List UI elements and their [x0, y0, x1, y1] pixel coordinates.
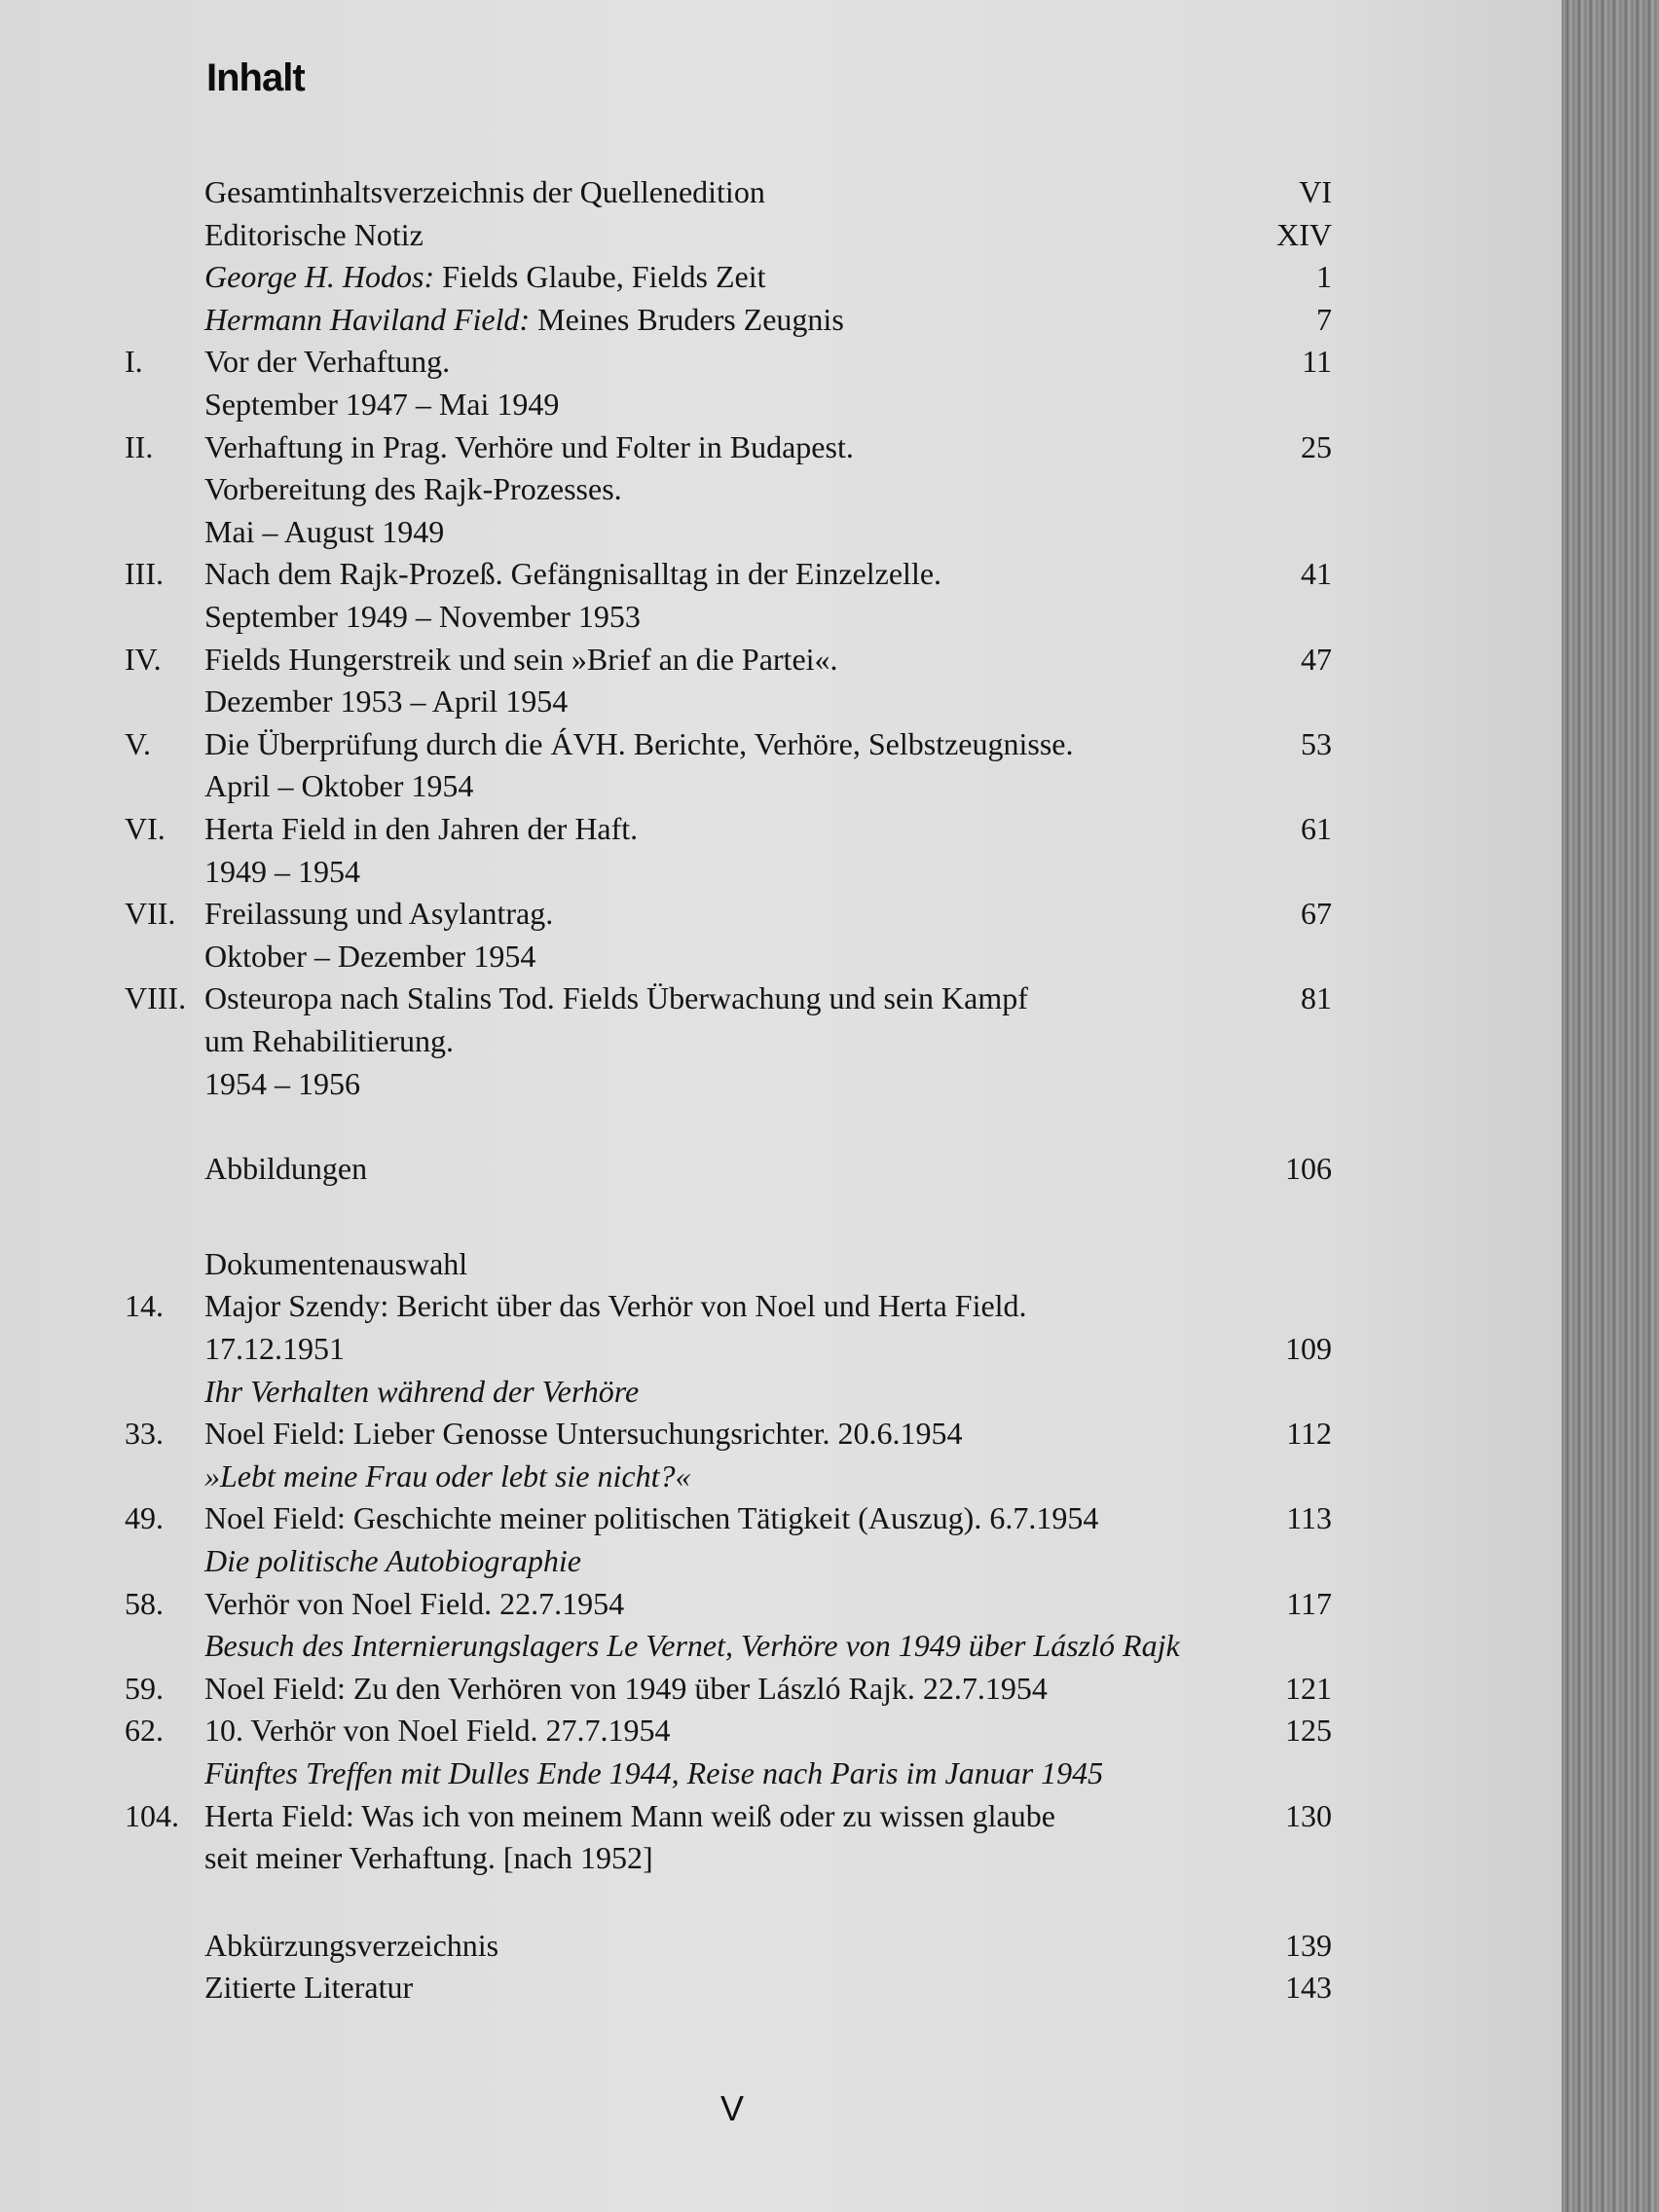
section-heading [0, 1242, 1562, 1285]
chapter-page: 61 [1301, 811, 1332, 846]
chapter-number: VII. [125, 896, 176, 931]
entry-title-text: Fields Glaube, Fields Zeit [434, 259, 766, 294]
entry-title [204, 255, 766, 298]
chapter-line [0, 425, 1562, 468]
document-line [0, 1284, 1562, 1327]
entry-title: Abbildungen [204, 1151, 368, 1186]
chapter-line [0, 510, 1562, 553]
entry-title: Zitierte Literatur [204, 1970, 414, 2005]
document-line [0, 1709, 1562, 1751]
chapter-line [0, 935, 1562, 977]
document-subtitle: Die politische Autobiographie [204, 1543, 581, 1578]
toc-entry [0, 213, 1562, 256]
entry-title: Abkürzungsverzeichnis [204, 1928, 499, 1963]
document-line [0, 1496, 1562, 1539]
document-page: 113 [1286, 1500, 1332, 1535]
document-subtitle: Ihr Verhalten während der Verhöre [204, 1374, 640, 1409]
chapter-line [0, 1062, 1562, 1105]
chapter-page: 47 [1301, 642, 1332, 677]
document-line [0, 1836, 1562, 1879]
chapter-page: 81 [1301, 980, 1332, 1015]
document-line [0, 1412, 1562, 1455]
chapter-title: Dezember 1953 – April 1954 [204, 683, 569, 719]
document-page: 130 [1285, 1798, 1332, 1833]
document-number: 104. [125, 1798, 179, 1833]
document-number: 58. [125, 1586, 164, 1621]
chapter-page: 67 [1301, 896, 1332, 931]
toc-entry [0, 170, 1562, 213]
chapter-title: Vor der Verhaftung. [204, 344, 451, 379]
document-number: 33. [125, 1416, 164, 1451]
chapter-title: Verhaftung in Prag. Verhöre und Folter in Budapest. [204, 429, 854, 464]
document-line [0, 1667, 1562, 1710]
entry-page: XIV [1276, 217, 1332, 252]
chapter-line [0, 764, 1562, 807]
document-line [0, 1582, 1562, 1625]
chapter-title: 1954 – 1956 [204, 1066, 360, 1101]
document-line [0, 1794, 1562, 1837]
entry-page: 7 [1316, 302, 1332, 337]
chapter-title: Oktober – Dezember 1954 [204, 939, 536, 974]
chapter-title: September 1947 – Mai 1949 [204, 387, 560, 422]
toc-entry [0, 255, 1562, 298]
entry-title: Gesamtinhaltsverzeichnis der Quellenedition [204, 174, 765, 209]
chapter-title: Vorbereitung des Rajk-Prozesses. [204, 471, 622, 506]
chapter-title: Herta Field in den Jahren der Haft. [204, 811, 639, 846]
document-title: 17.12.1951 [204, 1331, 345, 1366]
document-subtitle: Besuch des Internierungslagers Le Vernet, Verhöre von 1949 über László Rajk [204, 1628, 1180, 1663]
document-line [0, 1327, 1562, 1370]
chapter-line [0, 340, 1562, 383]
document-subtitle-line [0, 1539, 1562, 1582]
document-title: Herta Field: Was ich von meinem Mann weiß oder zu wissen glaube [204, 1798, 1055, 1833]
document-page: 121 [1285, 1671, 1332, 1706]
chapter-number: VI. [125, 811, 166, 846]
page-edge-stack [1562, 0, 1659, 2212]
chapter-title: Freilassung und Asylantrag. [204, 896, 554, 931]
chapter-line [0, 892, 1562, 935]
entry-title-text: Meines Bruders Zeugnis [530, 302, 844, 337]
chapter-number: IV. [125, 642, 162, 677]
entry-page: 139 [1285, 1928, 1332, 1963]
document-subtitle: Fünftes Treffen mit Dulles Ende 1944, Reise nach Paris im Januar 1945 [204, 1755, 1104, 1790]
chapter-title: um Rehabilitierung. [204, 1023, 454, 1058]
entry-author: George H. Hodos: [204, 259, 435, 294]
chapter-title: Nach dem Rajk-Prozeß. Gefängnisalltag in der Einzelzelle. [204, 556, 942, 591]
document-title: 10. Verhör von Noel Field. 27.7.1954 [204, 1713, 671, 1748]
document-title: Noel Field: Zu den Verhören von 1949 über László Rajk. 22.7.1954 [204, 1671, 1048, 1706]
entry-page: VI [1299, 174, 1332, 209]
chapter-title: 1949 – 1954 [204, 854, 360, 889]
document-page: 125 [1285, 1713, 1332, 1748]
chapter-line [0, 680, 1562, 722]
chapter-number: II. [125, 429, 154, 464]
entry-title: Editorische Notiz [204, 217, 424, 252]
document-page: 109 [1285, 1331, 1332, 1366]
chapter-line [0, 977, 1562, 1019]
document-title: Noel Field: Geschichte meiner politischen Tätigkeit (Auszug). 6.7.1954 [204, 1500, 1099, 1535]
page-title: Inhalt [206, 56, 305, 99]
document-subtitle-line [0, 1370, 1562, 1413]
document-number: 49. [125, 1500, 164, 1535]
chapter-page: 53 [1301, 726, 1332, 761]
document-number: 59. [125, 1671, 164, 1706]
chapter-line [0, 467, 1562, 510]
entry-page: 1 [1316, 259, 1332, 294]
entry-page: 143 [1285, 1970, 1332, 2005]
document-subtitle-line [0, 1455, 1562, 1497]
document-page: 117 [1286, 1586, 1332, 1621]
chapter-number: III. [125, 556, 164, 591]
document-number: 62. [125, 1713, 164, 1748]
chapter-line [0, 722, 1562, 765]
chapter-line [0, 595, 1562, 638]
chapter-title: April – Oktober 1954 [204, 768, 474, 803]
entry-title [204, 298, 844, 341]
chapter-line [0, 638, 1562, 681]
chapter-line [0, 383, 1562, 425]
chapter-line [0, 850, 1562, 893]
toc-entry [0, 298, 1562, 341]
toc-entry [0, 1924, 1562, 1967]
chapter-line [0, 1019, 1562, 1062]
document-subtitle: »Lebt meine Frau oder lebt sie nicht?« [204, 1458, 691, 1493]
section-title: Dokumentenauswahl [204, 1246, 468, 1281]
chapter-page: 11 [1302, 344, 1332, 379]
toc-entry-abbildungen [0, 1147, 1562, 1190]
chapter-title: September 1949 – November 1953 [204, 599, 641, 634]
chapter-title: Die Überprüfung durch die ÁVH. Berichte, Verhöre, Selbstzeugnisse. [204, 726, 1074, 761]
entry-author: Hermann Haviland Field: [204, 302, 531, 337]
chapter-number: VIII. [125, 980, 187, 1015]
entry-page: 106 [1285, 1151, 1332, 1186]
page-number: V [720, 2088, 745, 2128]
chapter-line [0, 552, 1562, 595]
chapter-title: Fields Hungerstreik und sein »Brief an die Partei«. [204, 642, 838, 677]
document-title: Noel Field: Lieber Genosse Untersuchungsrichter. 20.6.1954 [204, 1416, 963, 1451]
document-title: seit meiner Verhaftung. [nach 1952] [204, 1840, 653, 1875]
document-title: Verhör von Noel Field. 22.7.1954 [204, 1586, 625, 1621]
document-number: 14. [125, 1288, 164, 1323]
document-title: Major Szendy: Bericht über das Verhör von Noel und Herta Field. [204, 1288, 1027, 1323]
chapter-title: Osteuropa nach Stalins Tod. Fields Überwachung und sein Kampf [204, 980, 1028, 1015]
chapter-page: 25 [1301, 429, 1332, 464]
document-subtitle-line [0, 1751, 1562, 1794]
chapter-title: Mai – August 1949 [204, 514, 445, 549]
chapter-number: V. [125, 726, 151, 761]
document-page: 112 [1286, 1416, 1332, 1451]
toc-entry [0, 1966, 1562, 2009]
document-subtitle-line [0, 1624, 1562, 1667]
chapter-page: 41 [1301, 556, 1332, 591]
chapter-line [0, 807, 1562, 850]
chapter-number: I. [125, 344, 143, 379]
